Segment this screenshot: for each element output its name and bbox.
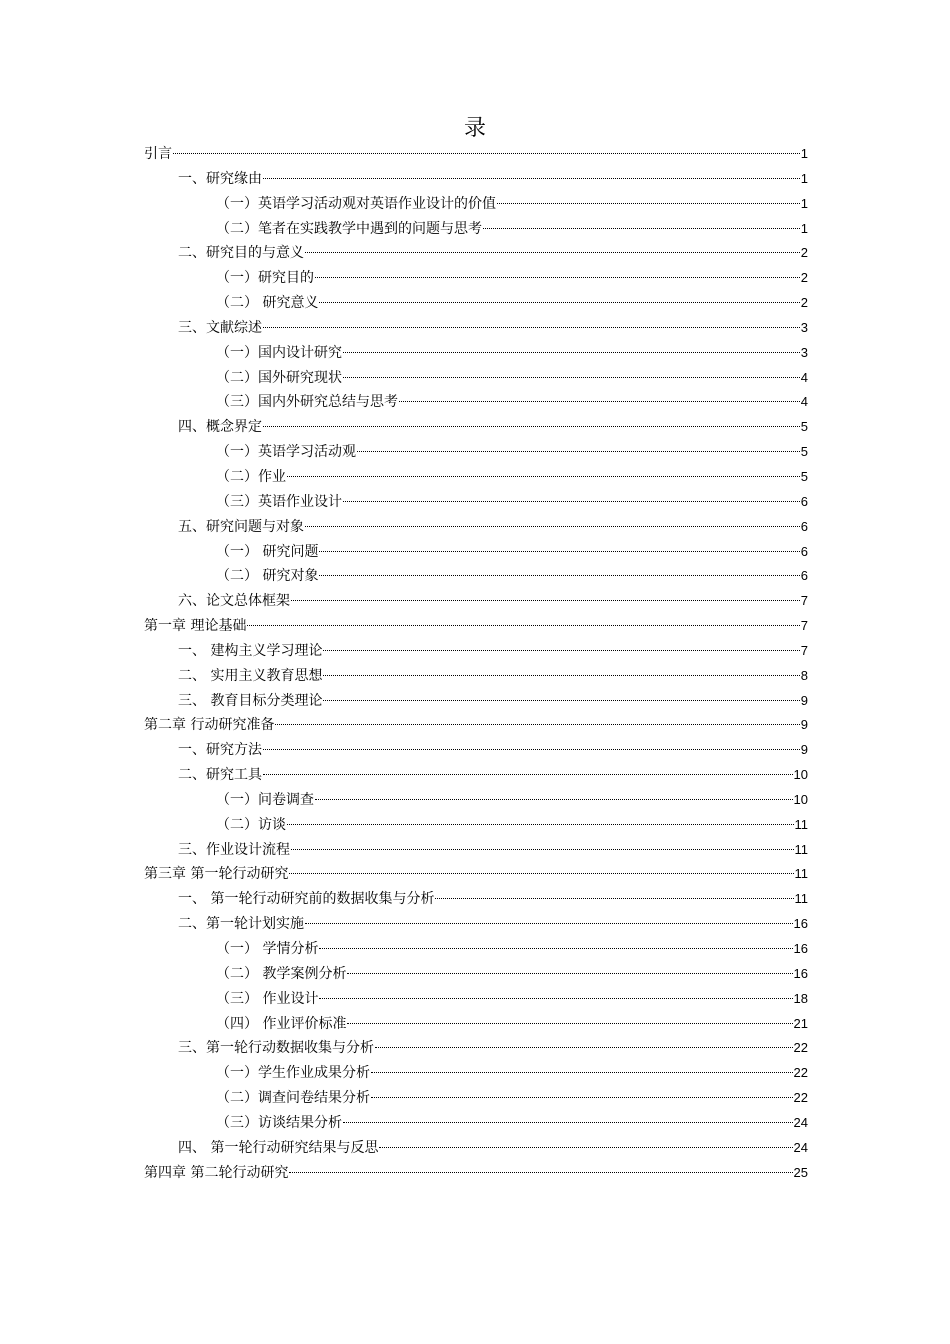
toc-entry[interactable] <box>144 713 808 738</box>
dot-leader <box>305 923 793 924</box>
toc-entry[interactable] <box>144 142 808 167</box>
toc-page-number: 6 <box>800 518 808 534</box>
dot-leader <box>379 1147 792 1148</box>
toc-entry-text: （三）访谈结果分析 <box>216 1114 342 1131</box>
toc-page-number: 3 <box>800 319 808 335</box>
toc-page-number: 5 <box>800 419 808 435</box>
dot-leader <box>291 849 794 850</box>
toc-page-number: 3 <box>800 344 808 360</box>
dot-leader <box>289 873 793 874</box>
dot-leader <box>399 401 800 402</box>
toc-entry-text: 二、 实用主义教育思想 <box>178 667 323 684</box>
dot-leader <box>343 352 800 353</box>
dot-leader <box>263 178 800 179</box>
toc-entry[interactable] <box>144 1161 808 1186</box>
toc-entry[interactable] <box>144 540 808 565</box>
toc-entry-text: （三）英语作业设计 <box>216 493 342 510</box>
toc-entry-text: 三、 教育目标分类理论 <box>178 692 323 709</box>
toc-entry-text: （一）问卷调查 <box>216 791 314 808</box>
toc-page-number: 6 <box>800 493 808 509</box>
toc-page-number: 2 <box>800 295 808 311</box>
toc-page-number: 22 <box>793 1090 808 1106</box>
toc-entry-text: 引言 <box>144 146 172 162</box>
toc-entry[interactable] <box>144 415 808 440</box>
dot-leader <box>305 526 800 527</box>
dot-leader <box>375 1047 793 1048</box>
toc-entry[interactable] <box>144 217 808 242</box>
toc-page-number: 8 <box>800 667 808 683</box>
dot-leader <box>347 973 792 974</box>
toc-entry[interactable] <box>144 192 808 217</box>
toc-entry[interactable] <box>144 515 808 540</box>
toc-page-number: 2 <box>800 270 808 286</box>
toc-page-number: 1 <box>800 170 808 186</box>
dot-leader <box>263 426 800 427</box>
toc-entry[interactable] <box>144 1111 808 1136</box>
toc-entry-text: （三）国内外研究总结与思考 <box>216 394 398 411</box>
toc-entry[interactable] <box>144 639 808 664</box>
dot-leader <box>315 277 800 278</box>
toc-entry[interactable] <box>144 241 808 266</box>
toc-title: 录 <box>463 116 486 141</box>
toc-entry[interactable] <box>144 167 808 192</box>
toc-page-number: 7 <box>800 593 808 609</box>
toc-page-number: 5 <box>800 444 808 460</box>
toc-page-number: 6 <box>800 543 808 559</box>
toc-entry[interactable] <box>144 490 808 515</box>
toc-entry[interactable] <box>144 962 808 987</box>
toc-entry[interactable] <box>144 341 808 366</box>
dot-leader <box>263 749 800 750</box>
dot-leader <box>305 252 800 253</box>
dot-leader <box>371 1097 793 1098</box>
toc-entry[interactable] <box>144 440 808 465</box>
toc-page-number: 2 <box>800 245 808 261</box>
toc-page-number: 25 <box>793 1164 808 1180</box>
toc-entry-text: （一）英语学习活动观 <box>216 444 356 461</box>
dot-leader <box>343 501 800 502</box>
toc-page-number: 11 <box>794 816 808 832</box>
toc-page-number: 24 <box>793 1139 808 1155</box>
toc-page-number: 9 <box>800 742 808 758</box>
toc-entry[interactable] <box>144 589 808 614</box>
toc-entry[interactable] <box>144 788 808 813</box>
toc-entry-text: （二） 教学案例分析 <box>216 965 347 982</box>
toc-entry[interactable] <box>144 1086 808 1111</box>
toc-page-number: 10 <box>793 791 808 807</box>
dot-leader <box>289 1172 792 1173</box>
toc-entry[interactable] <box>144 1012 808 1037</box>
toc-entry-text: 五、研究问题与对象 <box>178 518 304 535</box>
toc-entry[interactable] <box>144 291 808 316</box>
toc-entry[interactable] <box>144 813 808 838</box>
dot-leader <box>343 1122 793 1123</box>
toc-page-number: 24 <box>793 1114 808 1130</box>
toc-entry-text: 一、 建构主义学习理论 <box>178 642 323 659</box>
toc-page-number: 16 <box>793 941 808 956</box>
toc-entry[interactable] <box>144 564 808 589</box>
toc-page-number: 16 <box>793 916 808 932</box>
toc-page-number: 7 <box>800 642 808 658</box>
toc-page-number: 9 <box>800 717 808 733</box>
dot-leader <box>435 898 793 899</box>
toc-entry-text: 第三章 第一轮行动研究 <box>144 866 289 883</box>
toc-page-number: 7 <box>800 618 808 634</box>
dot-leader <box>173 153 800 154</box>
toc-page-number: 18 <box>793 990 808 1006</box>
dot-leader <box>319 551 799 552</box>
toc-page-number: 1 <box>800 220 808 236</box>
dot-leader <box>347 1023 792 1024</box>
toc-entry-text: （一）国内设计研究 <box>216 344 342 361</box>
toc-entry[interactable] <box>144 266 808 291</box>
dot-leader <box>291 600 800 601</box>
toc-entry-text: （四） 作业评价标准 <box>216 1015 347 1032</box>
toc-entry[interactable] <box>144 366 808 391</box>
toc-entry-text: （三） 作业设计 <box>216 990 319 1007</box>
toc-entry-text: 第四章 第二轮行动研究 <box>144 1164 289 1181</box>
toc-page-number: 4 <box>800 394 808 410</box>
toc-entry[interactable] <box>144 664 808 689</box>
toc-page-number: 22 <box>793 1065 808 1081</box>
dot-leader <box>319 948 792 949</box>
toc-entry-text: 三、作业设计流程 <box>178 841 290 858</box>
toc-entry-text: （二）国外研究现状 <box>216 369 342 386</box>
dot-leader <box>263 774 793 775</box>
dot-leader <box>287 824 794 825</box>
toc-entry-text: 六、论文总体框架 <box>178 593 290 610</box>
dot-leader <box>319 998 792 999</box>
toc-page-number: 16 <box>793 965 808 981</box>
toc-entry-text: （二）访谈 <box>216 816 286 833</box>
toc-entry-text: （二）笔者在实践教学中遇到的问题与思考 <box>216 220 482 237</box>
toc-entry-text: 二、研究工具 <box>178 767 262 784</box>
toc-entry-text: （一） 研究问题 <box>216 543 319 560</box>
toc-entry[interactable] <box>144 887 808 912</box>
dot-leader <box>323 650 799 651</box>
toc-entry-text: 三、第一轮行动数据收集与分析 <box>178 1040 374 1057</box>
toc-entry[interactable] <box>144 838 808 863</box>
toc-entry[interactable] <box>144 738 808 763</box>
toc-entry-text: 一、研究方法 <box>178 742 262 759</box>
toc-entry-text: 第二章 行动研究准备 <box>144 717 275 734</box>
toc-entry-text: （二）作业 <box>216 468 286 485</box>
dot-leader <box>371 1072 793 1073</box>
toc-entry[interactable] <box>144 1136 808 1161</box>
toc-entry-text: 四、 第一轮行动研究结果与反思 <box>178 1139 379 1156</box>
toc-entry-text: （二）调查问卷结果分析 <box>216 1090 370 1107</box>
toc-entry[interactable] <box>144 763 808 788</box>
dot-leader <box>319 575 799 576</box>
toc-entry[interactable] <box>144 1061 808 1086</box>
toc-page-number: 5 <box>800 468 808 484</box>
dot-leader <box>483 228 800 229</box>
table-of-contents <box>144 142 808 1185</box>
toc-page-number: 22 <box>793 1040 808 1056</box>
dot-leader <box>315 799 793 800</box>
toc-page-number: 1 <box>800 195 808 211</box>
toc-entry-text: 三、文献综述 <box>178 319 262 336</box>
toc-entry-text: 一、 第一轮行动研究前的数据收集与分析 <box>178 891 435 908</box>
toc-page-number: 21 <box>793 1015 808 1031</box>
dot-leader <box>497 203 800 204</box>
toc-entry[interactable] <box>144 987 808 1012</box>
dot-leader <box>323 675 799 676</box>
toc-entry[interactable] <box>144 937 808 962</box>
toc-page-number: 4 <box>800 369 808 385</box>
dot-leader <box>323 700 799 701</box>
dot-leader <box>247 625 799 626</box>
toc-entry[interactable] <box>144 689 808 714</box>
toc-entry-text: 二、研究目的与意义 <box>178 245 304 262</box>
toc-entry-text: （一）学生作业成果分析 <box>216 1065 370 1082</box>
toc-entry-text: （一） 学情分析 <box>216 941 319 957</box>
dot-leader <box>275 724 799 725</box>
dot-leader <box>357 451 800 452</box>
toc-entry-text: （一）研究目的 <box>216 270 314 287</box>
toc-entry-text: 一、研究缘由 <box>178 170 262 187</box>
toc-page-number: 11 <box>794 891 808 907</box>
toc-entry-text: 第一章 理论基础 <box>144 618 247 635</box>
dot-leader <box>263 327 800 328</box>
toc-entry-text: （一）英语学习活动观对英语作业设计的价值 <box>216 195 496 212</box>
toc-page-number: 1 <box>800 146 808 161</box>
toc-entry-text: 四、概念界定 <box>178 419 262 436</box>
toc-entry-text: 二、第一轮计划实施 <box>178 916 304 933</box>
toc-page-number: 9 <box>800 692 808 708</box>
toc-entry[interactable] <box>144 1036 808 1061</box>
toc-page-number: 10 <box>793 767 808 783</box>
toc-entry[interactable] <box>144 862 808 887</box>
toc-page-number: 11 <box>794 841 808 857</box>
toc-entry[interactable] <box>144 390 808 415</box>
toc-entry[interactable] <box>144 912 808 937</box>
toc-entry[interactable] <box>144 316 808 341</box>
toc-entry-text: （二） 研究对象 <box>216 568 319 585</box>
toc-page-number: 11 <box>794 866 808 882</box>
dot-leader <box>319 302 799 303</box>
toc-entry[interactable] <box>144 614 808 639</box>
toc-entry-text: （二） 研究意义 <box>216 295 319 312</box>
toc-page-number: 6 <box>800 568 808 584</box>
dot-leader <box>343 377 800 378</box>
dot-leader <box>287 476 800 477</box>
toc-entry[interactable] <box>144 465 808 490</box>
